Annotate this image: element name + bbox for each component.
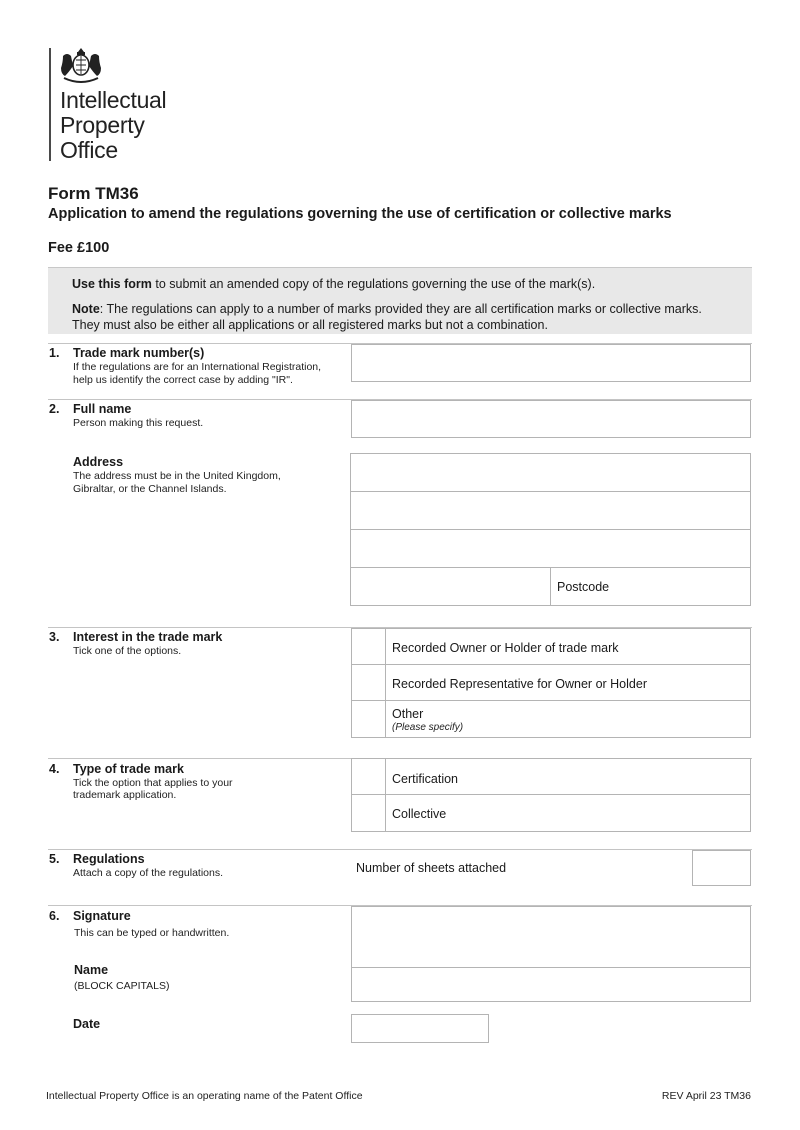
form-revision: REV April 23 TM36 <box>661 1090 751 1102</box>
intro-box <box>48 267 752 334</box>
section-help: If the regulations are for an International Registration, <box>73 361 322 373</box>
section-number: 4. <box>49 762 60 776</box>
option-sublabel: (Please specify) <box>392 722 464 733</box>
option-label: Recorded Owner or Holder of trade mark <box>392 641 619 655</box>
name-help: (BLOCK CAPITALS) <box>74 980 170 992</box>
address-line-4-input[interactable] <box>350 567 551 606</box>
address-line-2-input[interactable] <box>350 491 751 530</box>
address-line-3-input[interactable] <box>350 529 751 568</box>
form-title: Form TM36 <box>48 184 139 203</box>
interest-owner-checkbox[interactable] <box>351 628 386 665</box>
royal-coat-of-arms-icon <box>58 46 104 86</box>
section-help: Attach a copy of the regulations. <box>73 867 224 879</box>
name-title: Name <box>74 963 109 977</box>
date-title: Date <box>73 1017 101 1031</box>
signature-input[interactable] <box>351 906 751 968</box>
option-label: Collective <box>392 807 447 821</box>
intro-bold: Use this form <box>72 277 152 291</box>
logo-divider <box>49 48 51 161</box>
section-title: Signature <box>73 909 131 923</box>
option-label: Recorded Representative for Owner or Holder <box>392 677 647 691</box>
option-label: Certification <box>392 772 458 786</box>
type-collective-checkbox[interactable] <box>351 794 386 832</box>
address-line-1-input[interactable] <box>350 453 751 492</box>
section-title: Interest in the trade mark <box>73 630 223 644</box>
fee-label: Fee £100 <box>48 240 110 256</box>
type-certification-option[interactable] <box>385 758 751 795</box>
trade-mark-number-input[interactable] <box>351 344 751 382</box>
interest-representative-checkbox[interactable] <box>351 664 386 701</box>
organisation-logo-text <box>60 88 166 163</box>
intro-text: to submit an amended copy of the regulations governing the use of the mark(s). <box>151 277 596 291</box>
logo-line: Property <box>60 112 145 138</box>
intro-note-text <box>72 302 702 316</box>
note-bold: Note <box>72 302 100 316</box>
section-title: Full name <box>73 402 132 416</box>
sheets-attached-label: Number of sheets attached <box>356 861 507 875</box>
date-input[interactable] <box>351 1014 489 1043</box>
logo-line: Intellectual <box>60 87 167 113</box>
intro-usage-text <box>72 277 595 291</box>
section-title: Type of trade mark <box>73 762 184 776</box>
section-number: 2. <box>49 402 60 416</box>
interest-representative-option[interactable] <box>385 664 751 701</box>
footer-note: Intellectual Property Office is an operating name of the Patent Office <box>46 1090 363 1102</box>
postcode-label: Postcode <box>557 580 610 594</box>
interest-owner-option[interactable] <box>385 628 751 665</box>
section-help: Tick one of the options. <box>73 645 182 657</box>
name-block-capitals-input[interactable] <box>351 967 751 1002</box>
section-number: 1. <box>49 346 60 360</box>
address-help: Gibraltar, or the Channel Islands. <box>73 483 227 495</box>
form-subtitle: Application to amend the regulations governing the use of certification or collective marks <box>48 206 672 222</box>
section-divider <box>48 849 752 850</box>
logo-line: Office <box>60 137 118 163</box>
interest-other-option[interactable] <box>385 700 751 738</box>
address-help: The address must be in the United Kingdom, <box>73 470 281 482</box>
sheets-attached-input[interactable] <box>692 850 751 886</box>
note-text: : The regulations can apply to a number of marks provided they are all certification marks or collective marks. <box>99 302 702 316</box>
option-label: Other <box>392 707 424 721</box>
interest-other-checkbox[interactable] <box>351 700 386 738</box>
section-help: This can be typed or handwritten. <box>74 927 230 939</box>
section-help: help us identify the correct case by adding "IR". <box>73 374 293 386</box>
section-help: trademark application. <box>73 789 177 801</box>
intro-note-text-2: They must also be either all applications or all registered marks but not a combination. <box>72 318 548 332</box>
section-title: Regulations <box>73 852 145 866</box>
type-certification-checkbox[interactable] <box>351 758 386 795</box>
section-number: 3. <box>49 630 60 644</box>
postcode-input[interactable] <box>550 567 751 606</box>
full-name-input[interactable] <box>351 400 751 438</box>
section-number: 6. <box>49 909 60 923</box>
section-number: 5. <box>49 852 60 866</box>
address-title: Address <box>73 455 124 469</box>
type-collective-option[interactable] <box>385 794 751 832</box>
section-title: Trade mark number(s) <box>73 346 205 360</box>
section-help: Tick the option that applies to your <box>73 777 233 789</box>
section-help: Person making this request. <box>73 417 204 429</box>
